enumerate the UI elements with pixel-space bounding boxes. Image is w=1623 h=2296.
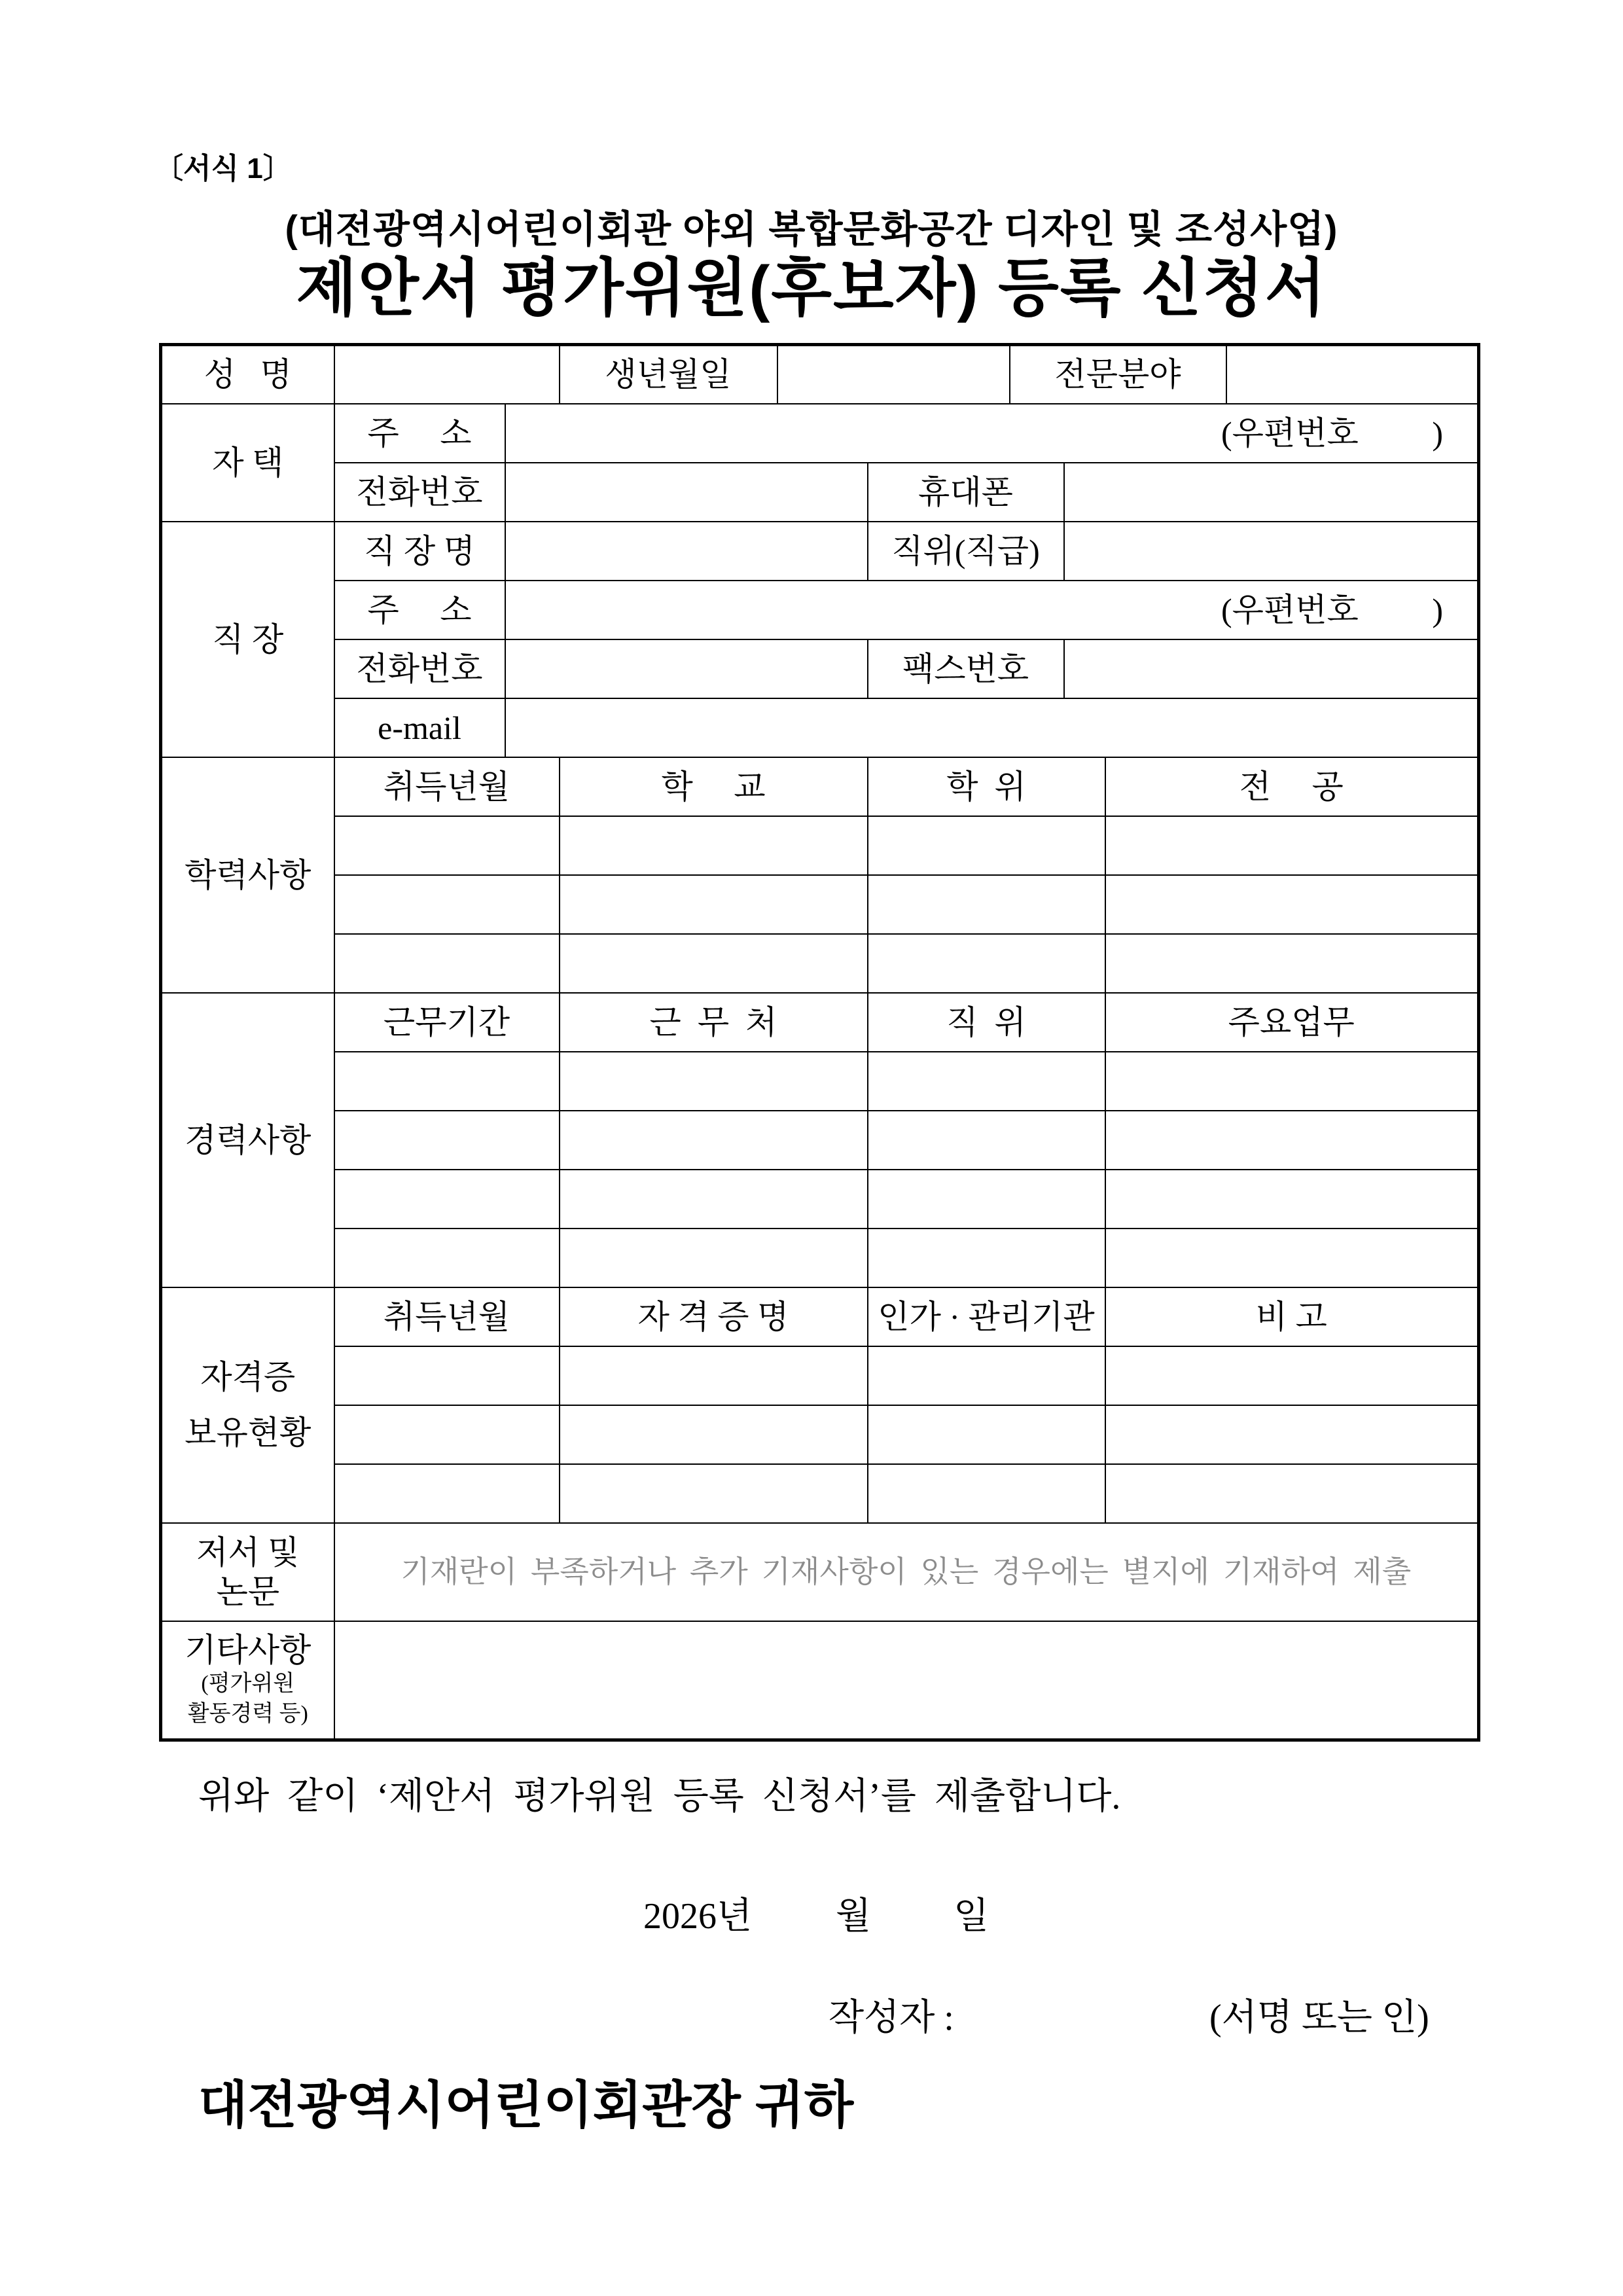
birth-date-value-cell	[777, 345, 1010, 404]
education-degree-cell	[868, 875, 1105, 934]
career-workplace-header: 근 무 처	[560, 993, 868, 1052]
publications-note: 기재란이 부족하거나 추가 기재사항이 있는 경우에는 별지에 기재하여 제출	[334, 1523, 1479, 1621]
position-value-cell	[1064, 522, 1479, 581]
other-label	[161, 1621, 334, 1740]
home-address-label: 주 소	[334, 404, 505, 463]
publications-row	[161, 1523, 1479, 1621]
education-row	[161, 934, 1479, 993]
declaration-text: 위와 같이 ‘제안서 평가위원 등록 신청서’를 제출합니다.	[198, 1776, 1121, 1817]
certificate-issuer-cell	[868, 1464, 1105, 1523]
other-label-title: 기타사항	[185, 1631, 312, 1668]
signature-label: (서명 또는 인)	[1209, 1998, 1429, 2038]
date-year: 2026년	[643, 1896, 753, 1937]
certificate-date-cell	[334, 1405, 560, 1464]
career-position-cell	[868, 1052, 1105, 1111]
career-duties-cell	[1105, 1229, 1479, 1287]
career-workplace-cell	[560, 1170, 868, 1229]
career-period-cell	[334, 1052, 560, 1111]
workplace-phone-row	[161, 639, 1479, 698]
certificate-section-label	[161, 1287, 334, 1523]
certificate-name-header: 자 격 증 명	[560, 1287, 868, 1346]
author-label: 작성자 :	[829, 1998, 954, 2038]
workplace-address-value-cell	[505, 581, 1479, 639]
education-date-header: 취득년월	[334, 757, 560, 816]
education-row	[161, 816, 1479, 875]
home-phone-row	[161, 463, 1479, 522]
certificate-issuer-cell	[868, 1405, 1105, 1464]
name-label: 성 명	[161, 345, 334, 404]
application-form-table	[159, 343, 1480, 1742]
certificate-date-cell	[334, 1346, 560, 1405]
education-degree-header: 학 위	[868, 757, 1105, 816]
home-phone-value-cell	[505, 463, 868, 522]
publications-label-line-1: 저서 및	[196, 1534, 300, 1571]
career-duties-cell	[1105, 1170, 1479, 1229]
other-value-cell	[334, 1621, 1479, 1740]
certificate-name-cell	[560, 1464, 868, 1523]
publications-label-line-2: 논문	[216, 1573, 280, 1610]
form-title: 제안서 평가위원(후보자) 등록 신청서	[296, 253, 1327, 323]
certificate-header-row	[161, 1287, 1479, 1346]
personal-row	[161, 345, 1479, 404]
career-position-cell	[868, 1170, 1105, 1229]
education-degree-cell	[868, 816, 1105, 875]
career-period-header: 근무기간	[334, 993, 560, 1052]
career-period-cell	[334, 1229, 560, 1287]
date-day: 일	[954, 1896, 990, 1937]
certificate-row	[161, 1464, 1479, 1523]
education-row	[161, 875, 1479, 934]
home-address-value-cell	[505, 404, 1479, 463]
workplace-postal-code-label: (우편번호 )	[1221, 591, 1444, 628]
career-row	[161, 1052, 1479, 1111]
workplace-email-row	[161, 698, 1479, 757]
other-row	[161, 1621, 1479, 1740]
home-section-label: 자 택	[161, 404, 334, 522]
education-school-cell	[560, 875, 868, 934]
education-school-header: 학 교	[560, 757, 868, 816]
education-section-label: 학력사항	[161, 757, 334, 993]
education-major-cell	[1105, 934, 1479, 993]
home-phone-label: 전화번호	[334, 463, 505, 522]
workplace-section-label: 직 장	[161, 522, 334, 757]
email-label: e-mail	[334, 698, 505, 757]
position-label: 직위(직급)	[868, 522, 1064, 581]
career-row	[161, 1170, 1479, 1229]
specialty-value-cell	[1226, 345, 1479, 404]
education-date-cell	[334, 875, 560, 934]
workplace-phone-label: 전화번호	[334, 639, 505, 698]
home-address-row	[161, 404, 1479, 463]
certificate-remarks-header: 비 고	[1105, 1287, 1479, 1346]
career-workplace-cell	[560, 1052, 868, 1111]
other-sublabel-line-2: 활동경력 등)	[187, 1701, 308, 1726]
education-major-cell	[1105, 816, 1479, 875]
certificate-remarks-cell	[1105, 1346, 1479, 1405]
fax-label: 팩스번호	[868, 639, 1064, 698]
addressee: 대전광역시어린이회관장 귀하	[198, 2076, 854, 2134]
education-major-header: 전 공	[1105, 757, 1479, 816]
certificate-remarks-cell	[1105, 1405, 1479, 1464]
career-position-cell	[868, 1111, 1105, 1170]
career-header-row	[161, 993, 1479, 1052]
certificate-date-cell	[334, 1464, 560, 1523]
career-workplace-cell	[560, 1111, 868, 1170]
workplace-address-row	[161, 581, 1479, 639]
certificate-row	[161, 1346, 1479, 1405]
home-postal-code-label: (우편번호 )	[1221, 414, 1444, 452]
name-value-cell	[334, 345, 560, 404]
fax-value-cell	[1064, 639, 1479, 698]
workplace-address-label: 주 소	[334, 581, 505, 639]
birth-date-label: 생년월일	[560, 345, 777, 404]
other-sublabel-line-1: (평가위원	[201, 1671, 295, 1696]
education-school-cell	[560, 816, 868, 875]
certificate-label-line-2: 보유현황	[185, 1414, 312, 1451]
career-position-cell	[868, 1229, 1105, 1287]
workplace-name-value-cell	[505, 522, 868, 581]
certificate-issuer-cell	[868, 1346, 1105, 1405]
education-major-cell	[1105, 875, 1479, 934]
date-month: 월	[836, 1896, 872, 1937]
workplace-name-label: 직 장 명	[334, 522, 505, 581]
mobile-label: 휴대폰	[868, 463, 1064, 522]
publications-label	[161, 1523, 334, 1621]
education-date-cell	[334, 816, 560, 875]
workplace-phone-value-cell	[505, 639, 868, 698]
certificate-remarks-cell	[1105, 1464, 1479, 1523]
certificate-issuer-header: 인가 · 관리기관	[868, 1287, 1105, 1346]
certificate-name-cell	[560, 1405, 868, 1464]
education-date-cell	[334, 934, 560, 993]
mobile-value-cell	[1064, 463, 1479, 522]
form-number: 〔서식 1〕	[154, 152, 292, 185]
certificate-label-line-1: 자격증	[200, 1358, 296, 1395]
career-section-label: 경력사항	[161, 993, 334, 1287]
certificate-date-header: 취득년월	[334, 1287, 560, 1346]
career-row	[161, 1229, 1479, 1287]
career-position-header: 직 위	[868, 993, 1105, 1052]
education-degree-cell	[868, 934, 1105, 993]
specialty-label: 전문분야	[1010, 345, 1226, 404]
career-workplace-cell	[560, 1229, 868, 1287]
education-school-cell	[560, 934, 868, 993]
project-title: (대전광역시어린이회관 야외 복합문화공간 디자인 및 조성사업)	[285, 208, 1338, 251]
career-period-cell	[334, 1170, 560, 1229]
career-duties-cell	[1105, 1111, 1479, 1170]
workplace-name-row	[161, 522, 1479, 581]
career-duties-header: 주요업무	[1105, 993, 1479, 1052]
certificate-row	[161, 1405, 1479, 1464]
career-duties-cell	[1105, 1052, 1479, 1111]
certificate-name-cell	[560, 1346, 868, 1405]
email-value-cell	[505, 698, 1479, 757]
career-period-cell	[334, 1111, 560, 1170]
career-row	[161, 1111, 1479, 1170]
education-header-row	[161, 757, 1479, 816]
